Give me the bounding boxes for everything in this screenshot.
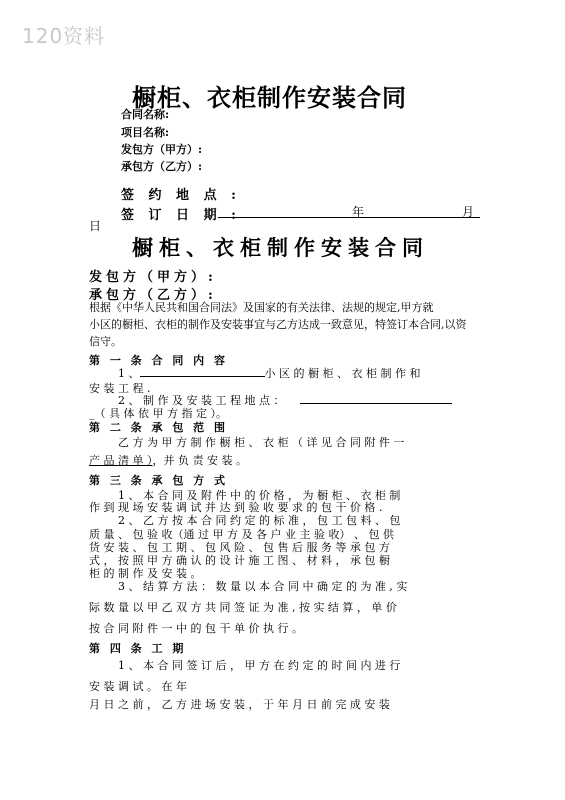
intro-line-3: 信守。 [89, 335, 122, 348]
article-2-line-2 [89, 452, 247, 468]
article-1-line-1 [118, 365, 420, 381]
product-list-reference: 产 品 清 单 ） [89, 454, 153, 467]
party-b-heading: 承包方（乙方）: [89, 288, 217, 303]
intro-line-1: 根据《中华人民共和国合同法》及国家的有关法律、法规的规定,甲方就 [89, 301, 434, 314]
article-3-line-7: 柜 的 制 作 及 安 装 。 [89, 567, 202, 580]
sign-date-year: 年 [352, 205, 365, 219]
sign-date-label: 签 订 日 期 : [121, 208, 241, 223]
watermark: 120资料 [22, 24, 106, 48]
sign-date-month: 月 [462, 205, 475, 219]
contract-name-label: 合同名称: [121, 108, 170, 121]
article-3-line-3: 2 、 乙 方 按 本 合 同 约 定 的 标 准 ， 包 工 包 料 、 包 [118, 514, 401, 527]
article-1-line-1-text: 小 区 的 橱 柜 、 衣 柜 制 作 和 [264, 367, 421, 380]
contract-title: 橱柜、衣柜制作安装合同 [132, 83, 407, 112]
article-1-line-3-text: 2 、 制 作 及 安 装 工 程 地 点 ： [118, 394, 285, 407]
article-3-line-2: 作 到 现 场 安 装 调 试 并 达 到 验 收 要 求 的 包 干 价 格 . [89, 501, 383, 514]
article-1-number: 1 、 [118, 367, 140, 380]
article-3-line-5: 货 安 装 、 包 工 期 、 包 风 险 、 包 售 后 服 务 等 承 包 方 [89, 541, 390, 554]
article-3-line-6: 式 ， 按 照 甲 方 确 认 的 设 计 施 工 图 、 材 料 ， 承 包 橱 [89, 554, 390, 567]
contract-subtitle: 橱柜、衣柜制作安装合同 [132, 235, 429, 260]
article-3-line-1: 1 、 本 合 同 及 附 件 中 的 价 格 ， 为 橱 柜 、 衣 柜 制 [118, 489, 401, 502]
sign-date-day: 日 [89, 219, 102, 233]
article-3-line-8: 3 、 结 算 方 法 ： 数 量 以 本 合 同 中 确 定 的 为 准 , 实 [118, 580, 408, 593]
location-blank [300, 393, 452, 404]
article-2-line-1: 乙 方 为 甲 方 制 作 橱 柜 、 衣 柜 （ 详 见 合 同 附 件 一 [118, 436, 405, 449]
article-3-line-9: 际 数 量 以 甲 乙 双 方 共 同 签 证 为 准 , 按 实 结 算 ， 单 价 [89, 601, 397, 614]
article-3-line-4: 质 量 、 包 验 收（通 过 甲 方 及 各 户 业 主 验 收） 、 包 供 [89, 528, 394, 541]
article-4-line-2: 安 装 调 试 。 在 年 [89, 680, 187, 693]
sign-date-underline [218, 217, 480, 218]
sign-place-label: 签 约 地 点 : [121, 188, 241, 203]
article-2-title: 第 二 条 承 包 范 围 [89, 421, 228, 434]
article-2-line-2-text: ，并 负 责 安 装 。 [152, 454, 247, 467]
article-4-line-3: 月 日 之 前 ， 乙 方 进 场 安 装 ， 于 年 月 日 前 完 成 安 装 [89, 698, 390, 711]
party-b-field-label: 承包方（乙方）: [121, 160, 203, 173]
party-a-heading: 发包方（甲方）: [89, 270, 217, 285]
party-a-field-label: 发包方（甲方）: [121, 143, 203, 156]
intro-line-2: 小区的橱柜、衣柜的制作及安装事宜与乙方达成一致意见，特签订本合同,以资 [89, 318, 467, 331]
article-1-title: 第 一 条 合 同 内 容 [89, 354, 228, 367]
article-4-title: 第 四 条 工 期 [89, 642, 187, 655]
project-blank [140, 366, 265, 377]
article-3-line-10: 按 合 同 附 件 一 中 的 包 干 单 价 执 行 。 [89, 622, 303, 635]
article-1-line-2: 安 装 工 程 . [89, 382, 151, 395]
article-4-line-1: 1 、 本 合 同 签 订 后 ， 甲 方 在 约 定 的 时 间 内 进 行 [118, 659, 401, 672]
article-3-title: 第 三 条 承 包 方 式 [89, 474, 228, 487]
article-1-line-4: _（ 具 体 依 甲 方 指 定 ）。 [89, 407, 227, 420]
project-name-label: 项目名称: [121, 126, 170, 139]
